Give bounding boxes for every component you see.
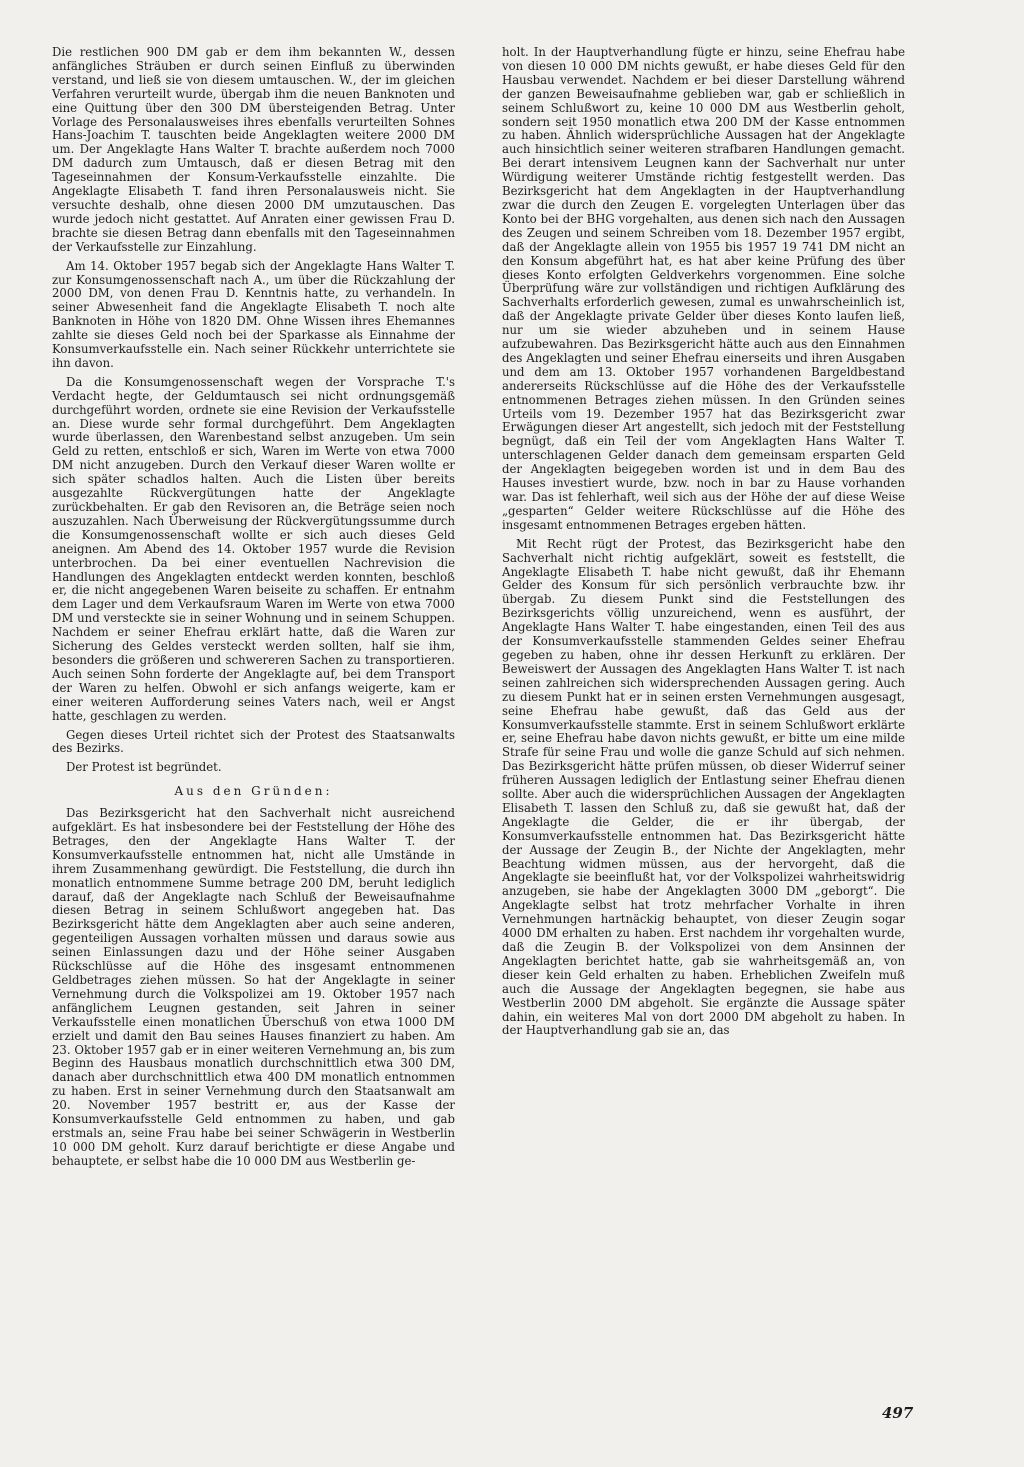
- paragraph: Am 14. Oktober 1957 begab sich der Angeklagte Hans Walter T. zur Konsumgenossenschaft nach A., um über die Rückzahlung der 2000 DM, von denen Frau D. Kenntnis hatte, zu verhandeln. In seiner Abwesenheit fand die Angeklagte Elisabeth T. noch alte Banknoten in Höhe von 1820 DM. Ohne Wissen ihres Ehemannes zahlte sie dieses Geld noch bei der Sparkasse als Einnahme der Konsumverkaufsstelle ein. Nach seiner Rückkehr unterrichtete sie ihn davon.: [52, 258, 455, 370]
- paragraph: Da die Konsumgenossenschaft wegen der Vorsprache T.'s Verdacht hegte, der Geldumtausch sei nicht ordnungsgemäß durchgeführt worden, ordnete sie eine Revision der Verkaufsstelle an. Diese wurde sehr formal durchgeführt. Dem Angeklagten wurde überlassen, den Warenbestand selbst anzugeben. Um sein Geld zu retten, entschloß er sich, Waren im Werte von etwa 7000 DM nicht anzugeben. Durch den Verkauf dieser Waren wollte er sich später schadlos halten. Auch die Listen über bereits ausgezahlte Rückvergütungen hatte der Angeklagte zurückbehalten. Er gab den Revisoren an, die Beträge seien noch auszuzahlen. Nach Überweisung der Rückvergütungssumme durch die Konsumgenossenschaft wollte er sich auch dieses Geld aneignen. Am Abend des 14. Oktober 1957 wurde die Revision unterbrochen. Da bei einer eventuellen Nachrevision die Handlungen des Angeklagten entdeckt werden konnten, beschloß er, die nicht angegebenen Waren beiseite zu schaffen. Er entnahm dem Lager und dem Verkaufsraum Waren im Werte von etwa 7000 DM und versteckte sie in seiner Wohnung und in seinem Schuppen. Nachdem er seiner Ehefrau erklärt hatte, daß die Waren zur Sicherung des Geldes versteckt werden sollten, half sie ihm, besonders die größeren und schwereren Sachen zu transportieren. Auch seinen Sohn forderte der Angeklagte auf, bei dem Transport der Waren zu helfen. Obwohl er sich anfangs weigerte, kam er einer weiteren Aufforderung seines Vaters nach, weil er Angst hatte, geschlagen zu werden.: [52, 374, 455, 723]
- section-heading: Aus den Gründen:: [174, 784, 333, 799]
- paragraph: Die restlichen 900 DM gab er dem ihm bekannten W., dessen anfängliches Sträuben er durch seinen Einfluß zu überwinden verstand, und ließ sie von diesem umtauschen. W., der im gleichen Verfahren verurteilt wurde, übergab ihm die neuen Banknoten und eine Quittung über den 300 DM übersteigenden Betrag. Unter Vorlage des Personalausweises ihres ebenfalls verurteilten Sohnes Hans-Joachim T. tauschten beide Angeklagten weitere 2000 DM um. Der Angeklagte Hans Walter T. brachte außerdem noch 7000 DM dadurch zum Umtausch, daß er diesen Betrag mit den Tageseinnahmen der Konsum-Verkaufsstelle einzahlte. Die Angeklagte Elisabeth T. fand ihren Personalausweis nicht. Sie versuchte deshalb, ohne diesen 2000 DM umzutauschen. Das wurde jedoch nicht gestattet. Auf Anraten einer gewissen Frau D. brachte sie diesen Betrag dann ebenfalls mit den Tageseinnahmen der Verkaufsstelle zur Einzahlung.: [52, 45, 455, 254]
- paragraph: Der Protest ist begründet.: [66, 760, 222, 775]
- paragraph: holt. In der Hauptverhandlung fügte er hinzu, seine Ehefrau habe von diesen 10 000 DM nichts gewußt, er habe dieses Geld für den Hausbau verwendet. Nachdem er bei dieser Darstellung während der ganzen Beweisaufnahme geblieben war, gab er schließlich in seinem Schlußwort zu, keine 10 000 DM aus Westberlin geholt, sondern seit 1950 monatlich etwa 200 DM der Kasse entnommen zu haben. Ähnlich widersprüchliche Aussagen hat der Angeklagte auch hinsichtlich seiner weiteren strafbaren Handlungen gemacht. Bei derart intensivem Leugnen kann der Sachverhalt nur unter Würdigung weiterer Umstände richtig festgestellt werden. Das Bezirksgericht hat dem Angeklagten in der Hauptverhandlung zwar die durch den Zeugen E. vorgelegten Unterlagen über das Konto bei der BHG vorgehalten, aus denen sich nach den Aussagen des Zeugen und seinem Schreiben vom 18. Dezember 1957 ergibt, daß der Angeklagte allein von 1955 bis 1957 19 741 DM nicht an den Konsum abgeführt hat, es hat aber keine Prüfung des über dieses Konto erfolgten Geldverkehrs vorgenommen. Eine solche Überprüfung wäre zur vollständigen und richtigen Aufklärung des Sachverhalts erforderlich gewesen, zumal es unwahrscheinlich ist, daß der Angeklagte private Gelder über dieses Konto laufen ließ, nur um sie wieder abzuheben und in seinem Hause aufzubewahren. Das Bezirksgericht hätte auch aus den Einnahmen des Angeklagten und seiner Ehefrau einerseits und ihren Ausgaben und dem am 13. Oktober 1957 vorhandenen Bargeldbestand andererseits Rückschlüsse auf die Höhe des der Verkaufsstelle entnommenen Betrages ziehen müssen. In den Gründen seines Urteils vom 19. Dezember 1957 hat das Bezirksgericht zwar Erwägungen dieser Art angestellt, sich jedoch mit der Feststellung begnügt, daß ein Teil der vom Angeklagten Hans Walter T. unterschlagenen Gelder danach dem gemeinsam ersparten Geld der Angeklagten beigegeben worden ist und in dem Bau des Hauses investiert wurde, bzw. noch in bar zu Hause vorhanden war. Das ist fehlerhaft, weil sich aus der Höhe der auf diese Weise „gesparten“ Gelder weitere Rückschlüsse auf die Höhe des insgesamt entnommenen Betrages ergeben hätten.: [502, 45, 905, 532]
- paragraph: Gegen dieses Urteil richtet sich der Protest des Staatsanwalts des Bezirks.: [52, 727, 455, 756]
- paragraph: Mit Recht rügt der Protest, das Bezirksgericht habe den Sachverhalt nicht richtig aufgeklärt, soweit es feststellt, die Angeklagte Elisabeth T. habe nicht gewußt, daß ihr Ehemann Gelder des Konsum für sich persönlich verbrauchte bzw. ihr übergab. Zu diesem Punkt sind die Feststellungen des Bezirksgerichts völlig unzureichend, wenn es ausführt, der Angeklagte Hans Walter T. habe eingestanden, einen Teil des aus der Konsumverkaufsstelle stammenden Geldes seiner Ehefrau gegeben zu haben, ohne ihr dessen Herkunft zu erklären. Der Beweiswert der Aussagen des Angeklagten Hans Walter T. ist nach seinen zahlreichen sich widersprechenden Aussagen gering. Auch zu diesem Punkt hat er in seinen ersten Vernehmungen ausgesagt, seine Ehefrau habe gewußt, daß das Geld aus der Konsumverkaufsstelle stammte. Erst in seinem Schlußwort erklärte er, seine Ehefrau habe davon nichts gewußt, er bitte um eine milde Strafe für seine Frau und wolle die ganze Schuld auf sich nehmen. Das Bezirksgericht hätte prüfen müssen, ob dieser Widerruf seiner früheren Aussagen lediglich der Entlastung seiner Ehefrau dienen sollte. Aber auch die widersprüchlichen Aussagen der Angeklagten Elisabeth T. lassen den Schluß zu, daß sie gewußt hat, daß der Angeklagte die Gelder, die er ihr übergab, der Konsumverkaufsstelle entnommen hat. Das Bezirksgericht hätte der Aussage der Zeugin B., der Nichte der Angeklagten, mehr Beachtung widmen müssen, aus der hervorgeht, daß die Angeklagte sie beeinflußt hat, vor der Volkspolizei wahrheitswidrig anzugeben, sie habe der Angeklagten 3000 DM „geborgt“. Die Angeklagte selbst hat trotz mehrfacher Vorhalte in ihren Vernehmungen hartnäckig behauptet, von dieser Zeugin sogar 4000 DM erhalten zu haben. Erst nachdem ihr vorgehalten wurde, daß die Zeugin B. der Volkspolizei von dem Ansinnen der Angeklagten berichtet hatte, gab sie wahrheitsgemäß an, von dieser kein Geld erhalten zu haben. Erheblichen Zweifeln muß auch die Aussage der Angeklagten begegnen, sie habe aus Westberlin 2000 DM abgeholt. Sie ergänzte die Aussage später dahin, ein weiteres Mal von dort 2000 DM abgeholt zu haben. In der Hauptverhandlung gab sie an, das: [502, 536, 905, 1038]
- paragraph: Das Bezirksgericht hat den Sachverhalt nicht ausreichend aufgeklärt. Es hat insbesondere bei der Feststellung der Höhe des Betrages, den der Angeklagte Hans Walter T. der Konsumverkaufsstelle entnommen hat, nicht alle Umstände in ihrem Zusammenhang gewürdigt. Die Feststellung, die durch ihn monatlich entnommene Summe betrage 200 DM, beruht lediglich darauf, daß der Angeklagte nach Schluß der Beweisaufnahme diesen Betrag in seinem Schlußwort angegeben hat. Das Bezirksgericht hätte dem Angeklagten aber auch seine anderen, gegenteiligen Aussagen vorhalten müssen und daraus sowie aus seinen Einlassungen dazu und der Höhe seiner Ausgaben Rückschlüsse auf die Höhe des insgesamt entnommenen Geldbetrages ziehen müssen. So hat der Angeklagte in seiner Vernehmung durch die Volkspolizei am 19. Oktober 1957 nach anfänglichem Leugnen gestanden, seit Jahren in seiner Verkaufsstelle einen monatlichen Überschuß von etwa 1000 DM erzielt und damit den Bau seines Hauses finanziert zu haben. Am 23. Oktober 1957 gab er in einer weiteren Vernehmung an, bis zum Beginn des Hausbaus monatlich durchschnittlich etwa 300 DM, danach aber durchschnittlich etwa 400 DM monatlich entnommen zu haben. Erst in seiner Vernehmung durch den Staatsanwalt am 20. November 1957 bestritt er, aus der Kasse der Konsumverkaufsstelle Geld entnommen zu haben, und gab erstmals an, seine Frau habe bei seiner Schwägerin in Westberlin 10 000 DM geholt. Kurz darauf berichtigte er diese Angabe und behauptete, er selbst habe die 10 000 DM aus Westberlin ge-: [52, 806, 455, 1168]
- left-column: [52, 46, 455, 1174]
- page-number: 497: [882, 1404, 914, 1422]
- right-column: [502, 46, 905, 1043]
